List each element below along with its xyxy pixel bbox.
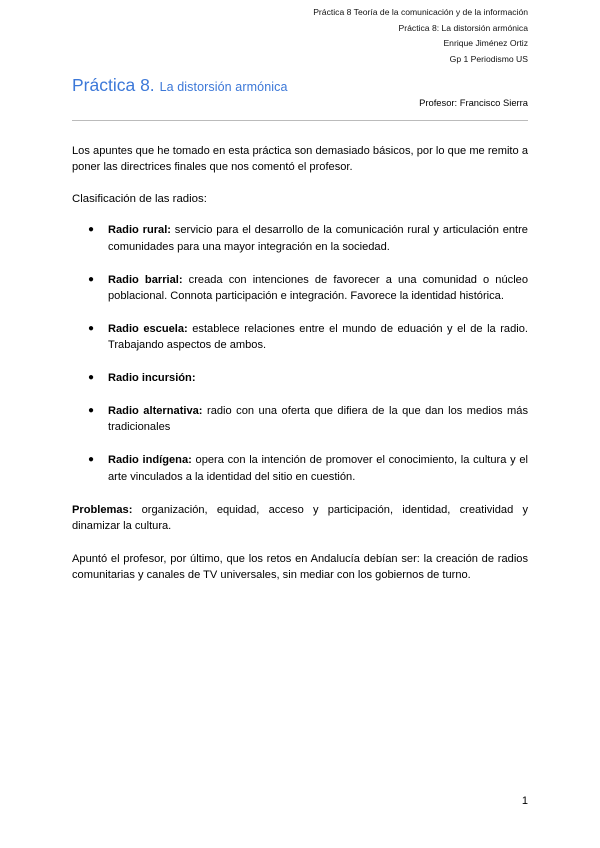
radio-term: Radio incursión: [108, 372, 196, 385]
problems-paragraph [72, 502, 528, 535]
header-line-course: Práctica 8 Teoría de la comunicación y de la información [313, 7, 528, 17]
page-number: 1 [521, 795, 528, 807]
list-item-radio-barrial [72, 272, 528, 305]
bullet-icon: ● [88, 372, 95, 384]
radio-description: servicio para el desarrollo de la comunicación rural y articulación entre comunidades para una mayor integración en la sociedad. [108, 224, 528, 253]
header-line-group: Gp 1 Periodismo US [449, 53, 528, 64]
list-item-radio-incursion [72, 370, 528, 386]
title-block [72, 74, 528, 98]
radio-term: Radio alternativa: [108, 405, 203, 418]
title-main: Práctica 8. [72, 75, 155, 95]
radio-description: opera con la intención de promover el conocimiento, la cultura y el arte vinculados a la identidad del sitio en cuestión. [108, 454, 528, 483]
header-line-practice: Práctica 8: La distorsión armónica [398, 22, 528, 33]
radio-term: Radio escuela: [108, 322, 188, 335]
problems-term: Problemas: [72, 503, 133, 516]
bullet-icon: ● [88, 405, 95, 417]
list-item-radio-rural [72, 222, 528, 255]
radio-description: creada con intenciones de favorecer a una comunidad o núcleo poblacional. Connota participación e integración. Favorece la identidad histórica. [108, 273, 528, 302]
professor-line: Profesor: Francisco Sierra [419, 97, 528, 108]
page-header [313, 5, 528, 67]
list-item-radio-alternativa [72, 403, 528, 436]
list-item-radio-escuela [72, 321, 528, 354]
radio-term: Radio indígena: [108, 454, 192, 467]
bullet-icon: ● [88, 273, 95, 285]
radio-term: Radio rural: [108, 224, 171, 237]
document-body [72, 143, 528, 583]
horizontal-divider [72, 120, 528, 121]
radio-description: radio con una oferta que difiera de la que dan los medios más tradicionales [108, 405, 529, 434]
classification-heading: Clasificación de las radios: [72, 192, 207, 205]
title-subtitle: La distorsión armónica [159, 80, 288, 94]
page-title [72, 74, 528, 98]
problems-description: organización, equidad, acceso y participación, identidad, creatividad y dinamizar la cultura. [72, 503, 528, 533]
bullet-icon: ● [88, 224, 95, 236]
list-item-radio-indigena [72, 452, 528, 485]
radio-term: Radio barrial: [108, 273, 183, 286]
bullet-icon: ● [88, 322, 95, 334]
radio-types-list [72, 222, 528, 485]
intro-paragraph: Los apuntes que he tomado en esta práctica son demasiado básicos, por lo que me remito a poner las directrices finales que nos comentó el profesor. [72, 145, 528, 174]
closing-paragraph: Apuntó el profesor, por último, que los retos en Andalucía debían ser: la creación de radios comunitarias y canales de TV universales, sin mediar con los gobiernos de turno. [72, 552, 528, 581]
radio-description: establece relaciones entre el mundo de eduación y el de la radio. Trabajando aspectos de ambos. [108, 322, 528, 352]
header-line-author: Enrique Jiménez Ortiz [443, 38, 528, 48]
bullet-icon: ● [88, 454, 95, 466]
